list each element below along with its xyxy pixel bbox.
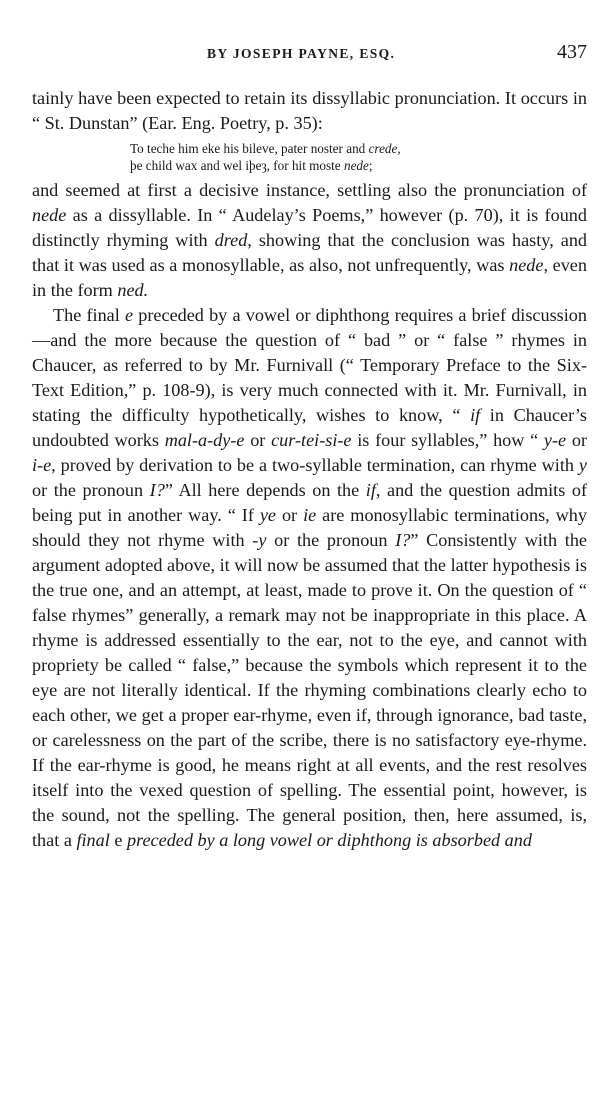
italic-run: y-e bbox=[543, 430, 567, 450]
italic-run: e bbox=[125, 305, 134, 325]
italic-run: i-e, bbox=[32, 455, 56, 475]
verse-text: ; bbox=[368, 158, 373, 173]
text-run: showing that the conclusion was hasty, and that it was used as a monosyllable, as also, not unfrequently, was bbox=[32, 230, 588, 275]
text-run: and the question admits of being put in another way. “ If bbox=[32, 480, 588, 525]
text-run: preceded by a vowel or diphthong requires a brief discussion—and the more because the question of “ bad ” or “ false ” rhymes in Chaucer, as referred to by Mr. Furnivall (“ Temporary Preface to the Six-Text Edition,” p. 108-9), is very much connected with it. Mr. Furnivall, in stating the difficulty hypothetically, wishes to know, “ bbox=[32, 305, 587, 425]
verse-text: þe child wax and wel iþeȝ, for hit moste bbox=[130, 158, 344, 173]
text-run: or the pronoun bbox=[32, 480, 150, 500]
text-run: and seemed at first a decisive instance, settling also the pronunciation of bbox=[32, 180, 587, 200]
italic-run: nede, bbox=[509, 255, 549, 275]
italic-run: ned. bbox=[117, 280, 149, 300]
text-run: e bbox=[109, 830, 127, 850]
text-run: are monosyllabic terminations, why should they not rhyme with - bbox=[32, 505, 587, 550]
italic-run: y bbox=[578, 455, 587, 475]
italic-run: preceded by a long vowel or diphthong is absorbed and bbox=[126, 830, 532, 850]
verse-quotation bbox=[130, 140, 587, 174]
italic-run: ye bbox=[259, 505, 276, 525]
italic-run: final bbox=[76, 830, 110, 850]
paragraph-continuation bbox=[32, 86, 587, 136]
body-text bbox=[32, 86, 587, 853]
italic-run: if, bbox=[365, 480, 381, 500]
text-run: or the pronoun bbox=[266, 530, 396, 550]
paragraph-text: tainly have been expected to retain its dissyllabic pronunciation. It occurs in “ St. Dunstan” (Ear. Eng. Poetry, p. 35): bbox=[32, 88, 587, 133]
text-run: The final bbox=[53, 305, 125, 325]
italic-run: y bbox=[258, 530, 267, 550]
italic-run: cur-tei-si-e bbox=[271, 430, 352, 450]
running-head: BY JOSEPH PAYNE, ESQ. bbox=[207, 46, 396, 61]
text-run: in Chaucer’s undoubted works bbox=[32, 405, 587, 450]
verse-text: To teche him eke his bileve, pater noster and bbox=[130, 141, 369, 156]
text-run: or bbox=[566, 430, 587, 450]
text-run: ” All here depends on the bbox=[164, 480, 366, 500]
paragraph-audelay bbox=[32, 178, 587, 303]
italic-run: nede bbox=[32, 205, 67, 225]
page-number: 437 bbox=[557, 41, 587, 63]
italic-run: dred, bbox=[214, 230, 252, 250]
text-run: or bbox=[244, 430, 272, 450]
text-run: proved by derivation to be a two-syllable termination, can rhyme with bbox=[55, 455, 579, 475]
text-run: or bbox=[276, 505, 304, 525]
verse-italic: crede, bbox=[368, 141, 401, 156]
italic-run: mal-a-dy-e bbox=[164, 430, 245, 450]
italic-run: ie bbox=[303, 505, 317, 525]
italic-run: if bbox=[470, 405, 481, 425]
text-run: as a dissyllable. In “ Audelay’s Poems,” however (p. 70), it is found distinctly rhyming with bbox=[32, 205, 587, 250]
text-run: is four syllables,” how “ bbox=[351, 430, 544, 450]
verse-line-1 bbox=[130, 140, 587, 157]
page-header bbox=[32, 41, 587, 70]
text-run: ” Consistently with the argument adopted above, it will now be assumed that the latter hypothesis is the true one, and an attempt, at least, made to prove it. On the question of “ false rhymes” generally, a remark may not be inappropriate in this place. A rhyme is addressed essentially to the ear, not to the eye, and cannot with propriety be called “ false,” because the symbols which represent it to the eye are not literally identical. If the rhyming combinations clearly echo to each other, we get a proper ear-rhyme, even if, through ignorance, bad taste, or carelessness on the part of the scribe, there is no satisfactory eye-rhyme. If the ear-rhyme is good, he means right at all events, and the rest resolves itself into the vexed question of spelling. The essential point, however, is the sound, not the spelling. The general position, then, here assumed, is, that a bbox=[32, 530, 587, 850]
italic-run: I? bbox=[149, 480, 165, 500]
verse-italic: nede bbox=[343, 158, 369, 173]
italic-run: I? bbox=[395, 530, 411, 550]
text-run: even in the form bbox=[32, 255, 587, 300]
verse-line-2 bbox=[130, 157, 587, 174]
paragraph-final-e bbox=[32, 303, 587, 853]
